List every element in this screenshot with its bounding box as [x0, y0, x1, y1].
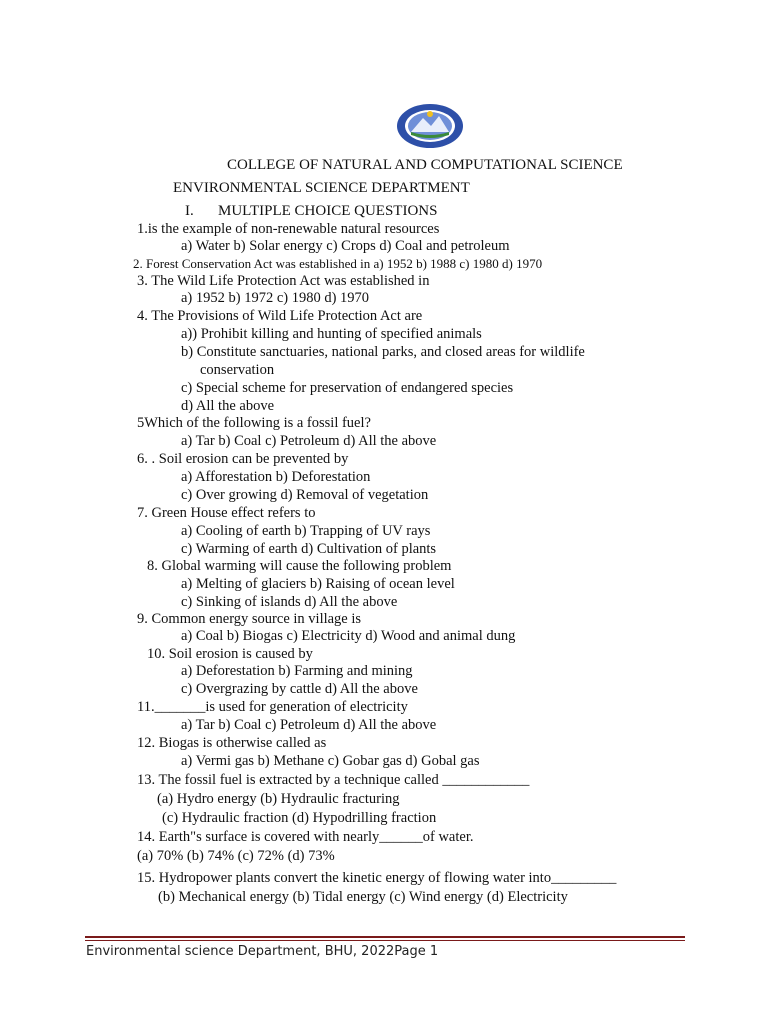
question-6-options-cd: c) Over growing d) Removal of vegetation: [181, 487, 429, 503]
question-1: 1.is the example of non-renewable natural resources: [137, 221, 440, 237]
page-footer: Environmental science Department, BHU, 2022Page 1: [86, 944, 439, 959]
section-number: I.: [185, 203, 194, 219]
question-15-options: (b) Mechanical energy (b) Tidal energy (c) Wind energy (d) Electricity: [158, 889, 568, 905]
question-3: 3. The Wild Life Protection Act was established in: [137, 273, 430, 289]
question-10-options-ab: a) Deforestation b) Farming and mining: [181, 663, 413, 679]
question-4-option-b-cont: conservation: [200, 362, 275, 378]
question-13-options-cd: (c) Hydraulic fraction (d) Hypodrilling fraction: [162, 810, 437, 826]
footer-rule-thin: [85, 940, 685, 941]
footer-rule-thick: [85, 936, 685, 938]
question-3-options: a) 1952 b) 1972 c) 1980 d) 1970: [181, 290, 370, 306]
question-4-option-c: c) Special scheme for preservation of endangered species: [181, 380, 514, 396]
question-12: 12. Biogas is otherwise called as: [137, 735, 327, 751]
question-7-options-cd: c) Warming of earth d) Cultivation of plants: [181, 541, 437, 557]
question-4-option-d: d) All the above: [181, 398, 275, 414]
question-4: 4. The Provisions of Wild Life Protection Act are: [137, 308, 423, 324]
question-6-options-ab: a) Afforestation b) Deforestation: [181, 469, 371, 485]
question-10-options-cd: c) Overgrazing by cattle d) All the above: [181, 681, 418, 697]
question-5-options: a) Tar b) Coal c) Petroleum d) All the above: [181, 433, 437, 449]
question-4-option-a: a)) Prohibit killing and hunting of specified animals: [181, 326, 482, 342]
question-13-options-ab: (a) Hydro energy (b) Hydraulic fracturing: [157, 791, 400, 807]
question-9: 9. Common energy source in village is: [137, 611, 362, 627]
question-11: 11._______is used for generation of electricity: [137, 699, 408, 715]
question-12-options: a) Vermi gas b) Methane c) Gobar gas d) Gobal gas: [181, 753, 480, 769]
question-14-options: (a) 70% (b) 74% (c) 72% (d) 73%: [137, 848, 335, 864]
question-5: 5Which of the following is a fossil fuel?: [137, 415, 371, 431]
question-4-option-b: b) Constitute sanctuaries, national parks, and closed areas for wildlife: [181, 344, 585, 360]
question-7: 7. Green House effect refers to: [137, 505, 316, 521]
section-title: MULTIPLE CHOICE QUESTIONS: [218, 203, 438, 219]
question-8-options-ab: a) Melting of glaciers b) Raising of ocean level: [181, 576, 455, 592]
question-10: 10. Soil erosion is caused by: [147, 646, 313, 662]
question-13: 13. The fossil fuel is extracted by a technique called ____________: [137, 772, 530, 788]
question-8: 8. Global warming will cause the following problem: [147, 558, 452, 574]
question-8-options-cd: c) Sinking of islands d) All the above: [181, 594, 398, 610]
question-1-options: a) Water b) Solar energy c) Crops d) Coal and petroleum: [181, 238, 510, 254]
question-7-options-ab: a) Cooling of earth b) Trapping of UV rays: [181, 523, 431, 539]
question-14: 14. Earth"s surface is covered with nearly______of water.: [137, 829, 474, 845]
question-2: 2. Forest Conservation Act was established in a) 1952 b) 1988 c) 1980 d) 1970: [133, 256, 543, 271]
question-15: 15. Hydropower plants convert the kinetic energy of flowing water into_________: [137, 870, 617, 886]
question-6: 6. . Soil erosion can be prevented by: [137, 451, 349, 467]
college-title: COLLEGE OF NATURAL AND COMPUTATIONAL SCIENCE: [227, 157, 623, 173]
university-seal-logo: [395, 102, 465, 150]
question-11-options: a) Tar b) Coal c) Petroleum d) All the above: [181, 717, 437, 733]
question-9-options: a) Coal b) Biogas c) Electricity d) Wood and animal dung: [181, 628, 516, 644]
department-title: ENVIRONMENTAL SCIENCE DEPARTMENT: [173, 180, 470, 196]
